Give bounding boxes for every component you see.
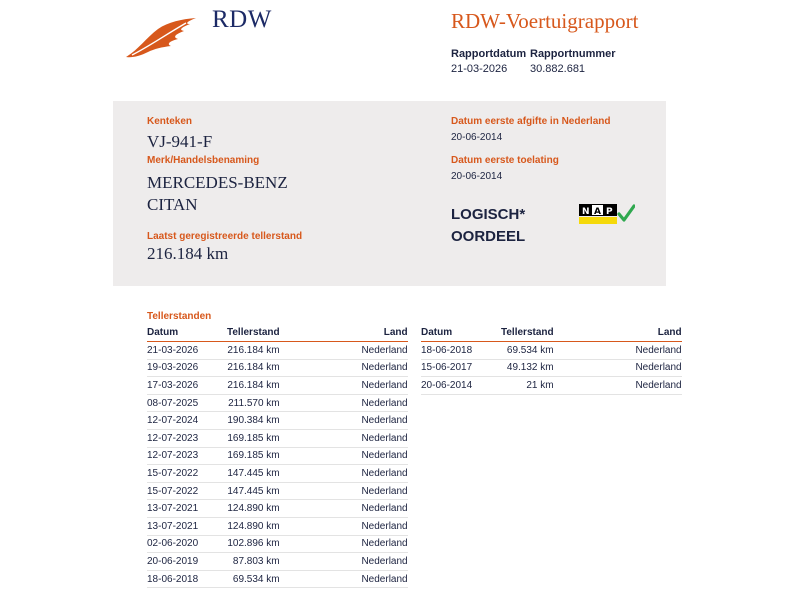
reading-country: Nederland — [280, 377, 408, 395]
table-row — [147, 517, 408, 535]
column-header-value: Tellerstand — [227, 325, 280, 342]
reading-date: 18-06-2018 — [147, 570, 227, 588]
reading-country: Nederland — [280, 394, 408, 412]
report-number-label: Rapportnummer — [530, 48, 616, 60]
odometer-value: 216.184 km — [147, 244, 229, 263]
reading-value: 216.184 km — [227, 377, 280, 395]
reading-country: Nederland — [280, 570, 408, 588]
reading-value: 190.384 km — [227, 412, 280, 430]
first-admission-value: 20-06-2014 — [451, 171, 503, 182]
reading-country: Nederland — [280, 500, 408, 518]
reading-value: 69.534 km — [501, 342, 554, 360]
reading-country: Nederland — [280, 412, 408, 430]
table-row — [147, 359, 408, 377]
table-row — [421, 342, 682, 360]
report-date-value: 21-03-2026 — [451, 63, 508, 75]
reading-value: 147.445 km — [227, 465, 280, 483]
reading-date: 20-06-2014 — [421, 377, 501, 395]
odometer-label: Laatst geregistreerde tellerstand — [147, 231, 303, 242]
readings-body-right — [421, 342, 682, 395]
verdict-line-2: OORDEEL — [451, 228, 526, 245]
table-row — [147, 465, 408, 483]
reading-country: Nederland — [554, 342, 682, 360]
svg-text:P: P — [606, 207, 613, 217]
verdict-line-1: LOGISCH* — [451, 206, 526, 223]
report-number-block — [530, 48, 616, 75]
reading-country: Nederland — [554, 377, 682, 395]
column-header-country: Land — [554, 325, 682, 342]
first-issue-nl-label: Datum eerste afgifte in Nederland — [451, 116, 611, 127]
report-title: RDW-Voertuigrapport — [451, 9, 639, 33]
reading-date: 17-03-2026 — [147, 377, 227, 395]
reading-value: 169.185 km — [227, 447, 280, 465]
table-header-row — [147, 325, 408, 342]
nap-logo-icon — [579, 204, 635, 224]
reading-country: Nederland — [280, 447, 408, 465]
reading-date: 12-07-2023 — [147, 429, 227, 447]
report-date-label: Rapportdatum — [451, 48, 527, 60]
reading-value: 211.570 km — [227, 394, 280, 412]
reading-date: 12-07-2024 — [147, 412, 227, 430]
reading-value: 169.185 km — [227, 429, 280, 447]
readings-table-right — [421, 325, 682, 395]
reading-date: 13-07-2021 — [147, 517, 227, 535]
table-row — [147, 412, 408, 430]
verdict — [451, 204, 525, 248]
table-row — [147, 429, 408, 447]
table-header-row — [421, 325, 682, 342]
reading-country: Nederland — [554, 359, 682, 377]
readings-title: Tellerstanden — [147, 311, 212, 322]
model-value: CITAN — [147, 195, 198, 214]
reading-value: 216.184 km — [227, 342, 280, 360]
reading-country: Nederland — [280, 553, 408, 571]
reading-date: 15-07-2022 — [147, 482, 227, 500]
reading-date: 08-07-2025 — [147, 394, 227, 412]
column-header-date: Datum — [421, 325, 501, 342]
reading-value: 87.803 km — [227, 553, 280, 571]
report-date-block — [451, 48, 526, 75]
reading-date: 12-07-2023 — [147, 447, 227, 465]
table-row — [421, 377, 682, 395]
rdw-feather-logo-icon — [124, 16, 198, 60]
readings-body-left — [147, 342, 408, 588]
table-row — [147, 535, 408, 553]
report-number-value: 30.882.681 — [530, 63, 586, 75]
reading-value: 49.132 km — [501, 359, 554, 377]
table-row — [147, 553, 408, 571]
svg-text:A: A — [594, 207, 601, 217]
reading-value: 69.534 km — [227, 570, 280, 588]
reading-value: 21 km — [501, 377, 554, 395]
table-row — [147, 482, 408, 500]
column-header-date: Datum — [147, 325, 227, 342]
table-row — [147, 570, 408, 588]
table-row — [147, 500, 408, 518]
reading-country: Nederland — [280, 465, 408, 483]
column-header-value: Tellerstand — [501, 325, 554, 342]
table-row — [147, 394, 408, 412]
table-row — [147, 377, 408, 395]
column-header-country: Land — [280, 325, 408, 342]
readings-table-left — [147, 325, 408, 588]
reading-date: 13-07-2021 — [147, 500, 227, 518]
svg-text:N: N — [582, 207, 590, 217]
reading-value: 102.896 km — [227, 535, 280, 553]
reading-country: Nederland — [280, 482, 408, 500]
reading-date: 15-06-2017 — [421, 359, 501, 377]
first-issue-nl-value: 20-06-2014 — [451, 132, 503, 143]
table-row — [147, 342, 408, 360]
reading-date: 19-03-2026 — [147, 359, 227, 377]
first-admission-label: Datum eerste toelating — [451, 155, 559, 166]
brand-name: RDW — [212, 6, 272, 33]
reading-value: 147.445 km — [227, 482, 280, 500]
reading-date: 18-06-2018 — [421, 342, 501, 360]
reading-value: 124.890 km — [227, 517, 280, 535]
reading-value: 216.184 km — [227, 359, 280, 377]
table-row — [147, 447, 408, 465]
plate-label: Kenteken — [147, 116, 193, 127]
reading-date: 20-06-2019 — [147, 553, 227, 571]
reading-date: 15-07-2022 — [147, 465, 227, 483]
reading-country: Nederland — [280, 517, 408, 535]
reading-country: Nederland — [280, 342, 408, 360]
reading-country: Nederland — [280, 359, 408, 377]
make-label: Merk/Handelsbenaming — [147, 155, 260, 166]
reading-date: 02-06-2020 — [147, 535, 227, 553]
plate-value: VJ-941-F — [147, 132, 213, 151]
reading-value: 124.890 km — [227, 500, 280, 518]
reading-country: Nederland — [280, 429, 408, 447]
reading-date: 21-03-2026 — [147, 342, 227, 360]
table-row — [421, 359, 682, 377]
make-value: MERCEDES-BENZ — [147, 173, 288, 192]
reading-country: Nederland — [280, 535, 408, 553]
